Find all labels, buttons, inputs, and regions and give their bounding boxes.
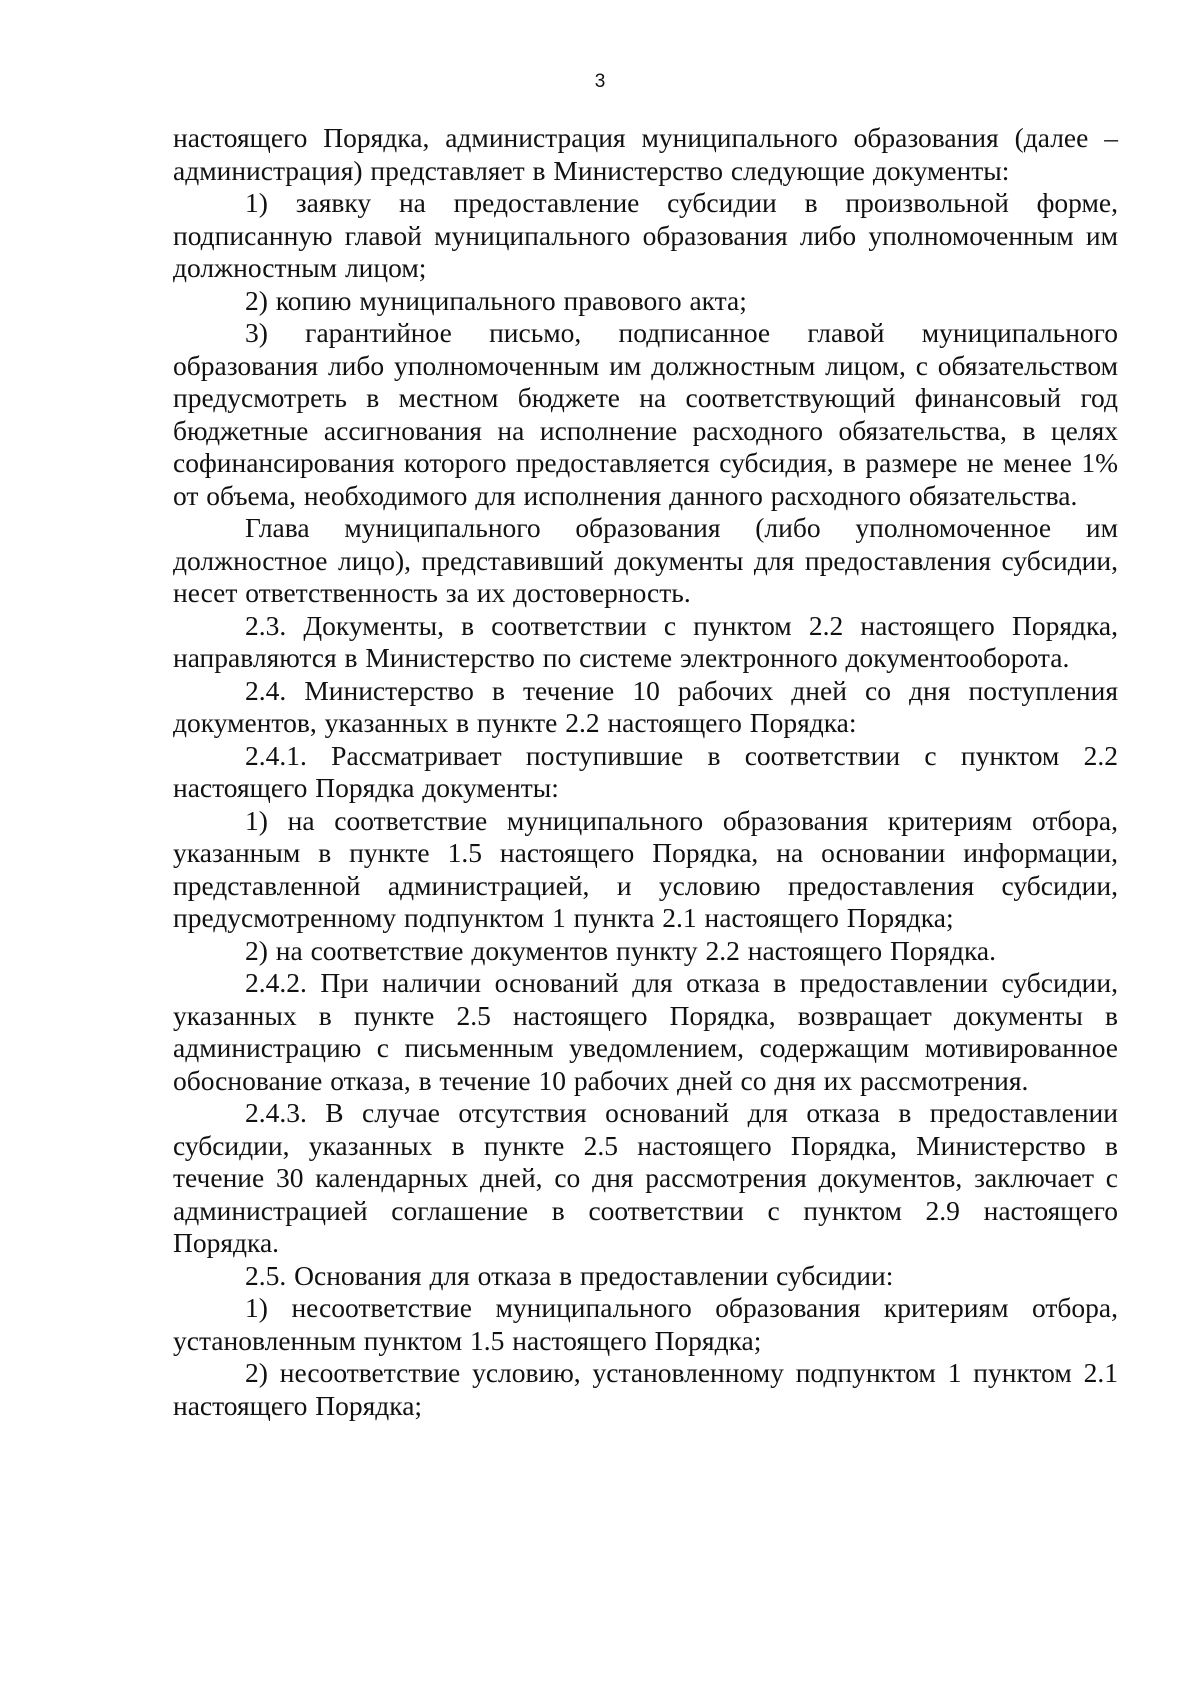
paragraph-2-4: 2.4. Министерство в течение 10 рабочих дней со дня поступления документов, указанных в пункте 2.2 настоящего Порядка: [173,674,1118,738]
paragraph-item-application: 1) заявку на предоставление субсидии в произвольной форме, подписанную главой муниципального образования либо уполномоченным им должностным лицом; [173,187,1118,283]
paragraph-2-4-1: 2.4.1. Рассматривает поступившие в соответствии с пунктом 2.2 настоящего Порядка документы: [173,739,1118,803]
document-body [173,122,1118,1422]
paragraph-2-4-2: 2.4.2. При наличии оснований для отказа в предоставлении субсидии, указанных в пункте 2.5 настоящего Порядка, возвращает документы в администрацию с письменным уведомлением, содержащим мотивированное обоснование отказа, в течение 10 рабочих дней со дня их рассмотрения. [173,967,1118,1096]
paragraph-2-4-1-item-1: 1) на соответствие муниципального образования критериям отбора, указанным в пункте 1.5 настоящего Порядка, на основании информации, представленной администрацией, и условию предоставления субсидии, предусмотренному подпунктом 1 пункта 2.1 настоящего Порядка; [173,804,1118,933]
paragraph-responsibility: Глава муниципального образования (либо уполномоченное им должностное лицо), представивший документы для предоставления субсидии, несет ответственность за их достоверность. [173,512,1118,608]
paragraph-2-5-item-1: 1) несоответствие муниципального образования критериям отбора, установленным пунктом 1.5 настоящего Порядка; [173,1292,1118,1356]
paragraph-2-4-1-item-2: 2) на соответствие документов пункту 2.2 настоящего Порядка. [245,934,997,966]
paragraph-continuation: настоящего Порядка, администрация муниципального образования (далее – администрация) представляет в Министерство следующие документы: [173,122,1118,186]
paragraph-item-legal-act-copy: 2) копию муниципального правового акта; [245,284,747,316]
paragraph-2-3: 2.3. Документы, в соответствии с пунктом 2.2 настоящего Порядка, направляются в Министерство по системе электронного документооборота. [173,609,1118,673]
paragraph-2-5: 2.5. Основания для отказа в предоставлении субсидии: [245,1259,894,1291]
paragraph-2-4-3: 2.4.3. В случае отсутствия оснований для отказа в предоставлении субсидии, указанных в пункте 2.5 настоящего Порядка, Министерство в течение 30 календарных дней, со дня рассмотрения документов, заключает с администрацией соглашение в соответствии с пунктом 2.9 настоящего Порядка. [173,1097,1118,1258]
page-number: 3 [594,71,606,92]
paragraph-item-guarantee-letter: 3) гарантийное письмо, подписанное главой муниципального образования либо уполномоченным им должностным лицом, с обязательством предусмотреть в местном бюджете на соответствующий финансовый год бюджетные ассигнования на исполнение расходного обязательства, в целях софинансирования которого предоставляется субсидия, в размере не менее 1% от объема, необходимого для исполнения данного расходного обязательства. [173,317,1118,511]
paragraph-2-5-item-2: 2) несоответствие условию, установленному подпунктом 1 пунктом 2.1 настоящего Порядка; [173,1357,1118,1421]
